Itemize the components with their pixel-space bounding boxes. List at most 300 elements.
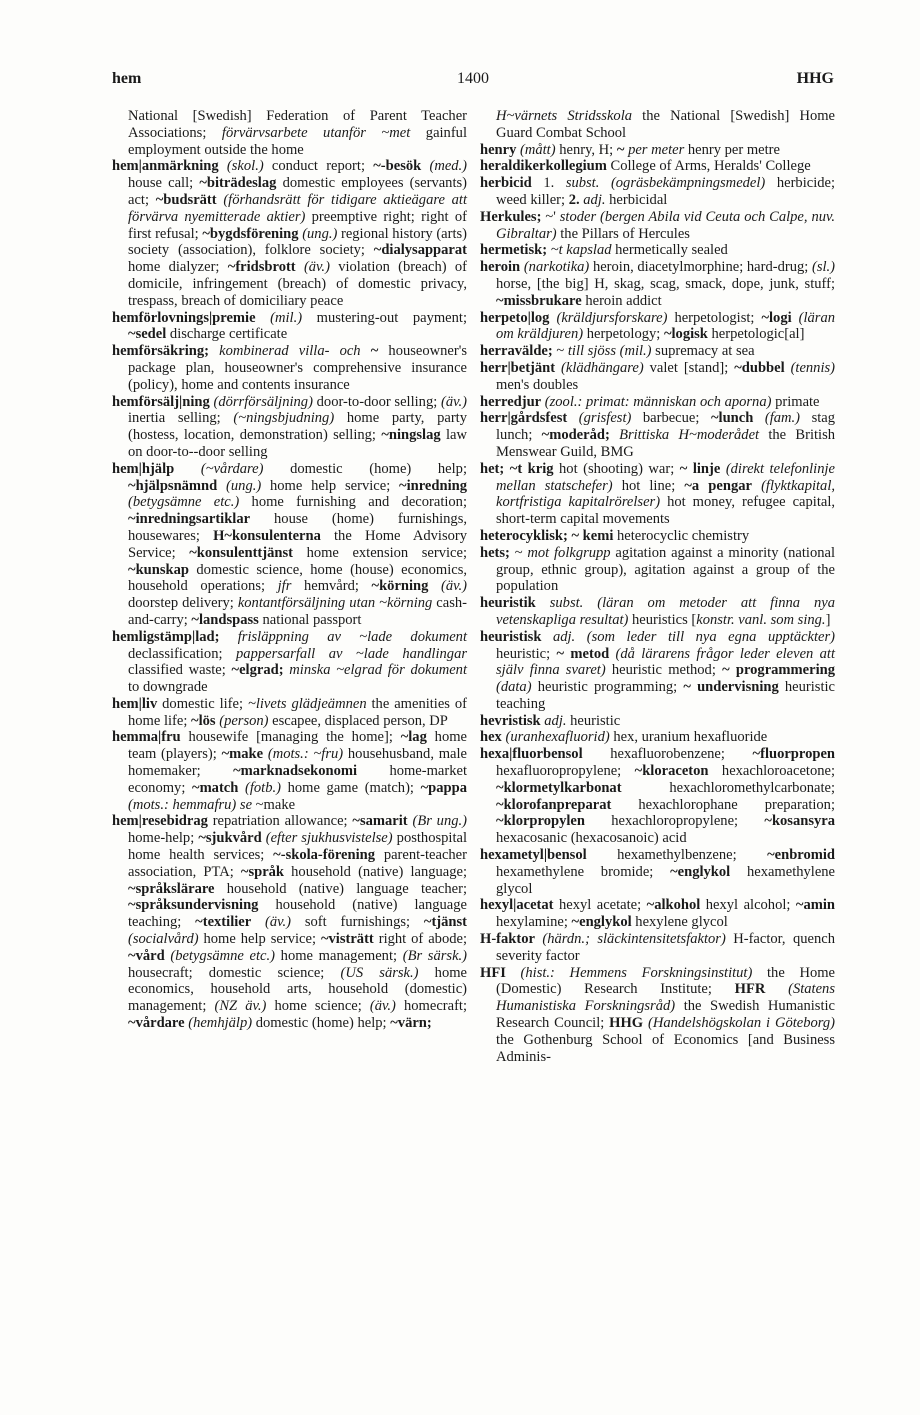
definition-text: preemptive right; right of first refusal;: [128, 208, 467, 242]
definition-text: declassification;: [128, 645, 237, 662]
definition-text: [361, 343, 371, 359]
usage-label: mot folkgrupp: [527, 544, 611, 561]
dictionary-entry: [480, 310, 835, 344]
headword: hermetisk;: [480, 242, 548, 259]
sub-headword: ~inredningsartiklar: [128, 511, 251, 528]
definition-text: agitation against a minority (national group, ethnic group), agitation against a group of the population: [496, 544, 835, 595]
definition-text: hexafluorobenzene;: [582, 746, 753, 763]
sub-headword: ~sjukvård: [198, 830, 262, 847]
definition-text: heuristic: [566, 712, 621, 729]
dictionary-entry: [112, 813, 467, 1031]
definition-text: supremacy at sea: [651, 343, 755, 360]
headword: hexametyl|bensol: [480, 847, 587, 864]
sub-headword: ~marknadsekonomi: [233, 763, 358, 780]
sub-headword: ~lunch: [710, 410, 754, 427]
dictionary-entry: [480, 545, 835, 595]
sub-headword: ~lös: [191, 712, 216, 729]
dictionary-entry: [480, 394, 835, 411]
definition-text: [753, 410, 765, 426]
sub-headword: ~amin: [795, 897, 836, 914]
sub-headword: ~sedel: [128, 326, 167, 343]
sub-headword: ~ linje: [679, 460, 721, 477]
definition-text: hemvård;: [291, 578, 372, 595]
usage-label: (äv.): [265, 914, 292, 931]
sub-headword: ~hjälpsnämnd: [128, 477, 218, 494]
headword: herravälde;: [480, 343, 553, 360]
sub-headword: ~klorofanpreparat: [496, 796, 612, 813]
sub-headword: ~enbromid: [767, 847, 835, 864]
usage-label: kontantförsäljning utan ~körning: [237, 595, 433, 612]
sub-headword: ~dubbel: [734, 359, 785, 376]
usage-label: (Br särsk.): [402, 947, 468, 964]
headword: HFI: [480, 964, 506, 981]
definition-text: househusband, male homemaker;: [128, 746, 468, 780]
usage-label: (tennis): [790, 359, 835, 376]
usage-label: (fam.): [764, 410, 801, 427]
definition-text: heuristics [: [628, 611, 697, 628]
headword: hemförsälj|ning: [112, 393, 210, 410]
definition-text: home party, party (hostess, location, demonstration) selling;: [128, 410, 468, 444]
definition-text: home-help;: [128, 830, 199, 847]
sub-headword: ~: [616, 141, 625, 158]
sub-headword: ~englykol: [670, 863, 731, 880]
headword: Herkules;: [480, 208, 542, 225]
dictionary-column-left: [112, 108, 467, 1032]
headword: hemligstämp|lad;: [112, 628, 220, 645]
definition-text: domestic (home) help;: [252, 1015, 391, 1032]
dictionary-entry: [480, 209, 835, 243]
definition-text: home furnishing and decoration;: [239, 494, 467, 511]
definition-text: classified waste;: [128, 662, 232, 679]
usage-label: (~vårdare): [200, 460, 264, 477]
definition-text: house (home) furnishings, housewares;: [128, 511, 467, 544]
usage-label: (zool.: primat: människan och aporna): [544, 393, 772, 410]
definition-text: houseowner's package plan, houseowner's comprehensive insurance (policy), home and contents insurance: [128, 343, 468, 393]
usage-label: frisläppning av ~lade dokument: [237, 628, 467, 645]
definition-text: right of abode;: [373, 931, 467, 948]
dictionary-entry: [112, 696, 467, 730]
usage-label: jfr: [277, 578, 292, 595]
usage-label: adj.: [544, 712, 567, 729]
usage-label: (narkotika): [523, 259, 590, 276]
dictionary-column-right: [480, 108, 835, 1065]
usage-label: (flyktkapital, kortfristiga kapitalrörelser): [496, 477, 835, 511]
dictionary-entry: [480, 158, 835, 175]
definition-text: ~make: [252, 796, 296, 813]
headword: hexyl|acetat: [480, 897, 554, 914]
headword: hem|liv: [112, 695, 158, 712]
definition-text: hex, uranium hexafluoride: [609, 729, 768, 746]
header-guide-word-left: hem: [112, 70, 142, 87]
sub-headword: ~vård: [128, 947, 165, 964]
definition-text: home science;: [266, 998, 370, 1015]
usage-label: (äv.): [441, 393, 467, 410]
usage-label: (US särsk.): [340, 964, 419, 981]
usage-label: (som leder till nya egna upptäckter): [586, 628, 836, 645]
sub-headword: ~inredning: [399, 477, 467, 494]
usage-label: (hemhjälp): [188, 1015, 253, 1032]
definition-text: ~: [552, 343, 568, 360]
definition-text: hexamethylene glycol: [496, 863, 836, 897]
headword: heraldikerkollegium: [480, 158, 607, 175]
headword: herpeto|log: [480, 309, 550, 326]
definition-text: [219, 629, 237, 645]
sub-headword: ~körning: [371, 578, 429, 595]
definition-text: conduct report;: [263, 158, 374, 175]
dictionary-entry: [480, 897, 835, 931]
sub-headword: ~kunskap: [128, 561, 189, 578]
headword: herr|betjänt: [480, 359, 556, 376]
sub-headword: ~match: [192, 779, 239, 796]
usage-label: (betygsämne etc.): [128, 494, 240, 511]
definition-text: hot line;: [612, 477, 685, 494]
usage-label: (härdn.; släckintensitetsfaktor): [542, 931, 726, 948]
headword: herbicid: [480, 175, 532, 192]
definition-text: cash-and-carry;: [128, 595, 467, 628]
sub-headword: ~samarit: [352, 813, 408, 830]
definition-text: valet [stand];: [643, 359, 735, 376]
dictionary-entry: [480, 461, 835, 528]
definition-text: [174, 461, 201, 477]
definition-text: mustering-out payment;: [302, 309, 467, 326]
sub-headword: ~klorpropylen: [496, 813, 585, 830]
sub-headword: ~kloraceton: [634, 763, 709, 780]
definition-text: [217, 478, 226, 494]
dictionary-entry: [480, 729, 835, 746]
usage-label: (fotb.): [245, 779, 281, 796]
definition-text: hexyl acetate;: [553, 897, 647, 914]
usage-label: (data): [496, 679, 532, 696]
definition-text: household (native) language;: [284, 863, 467, 880]
usage-label: adj.: [583, 191, 606, 208]
headword: hemförsäkring;: [112, 343, 209, 360]
usage-label: (person): [219, 712, 269, 729]
headword: heuristik: [480, 595, 536, 612]
definition-text: primate: [771, 393, 820, 410]
headword: hex: [480, 729, 502, 746]
dictionary-entry: [480, 142, 835, 159]
header-guide-word-right: HHG: [796, 70, 834, 87]
definition-text: H-factor, quench severity factor: [496, 931, 835, 964]
definition-text: parent-teacher association, PTA;: [128, 847, 467, 880]
usage-label: (äv.): [441, 578, 468, 595]
page-header: [112, 70, 834, 94]
usage-label: (ung.): [302, 225, 338, 242]
sub-headword: ~ metod: [556, 645, 610, 662]
definition-text: National [Swedish] Federation of Parent Teacher Associations;: [128, 108, 467, 141]
definition-text: horse, [the big] H, skag, scag, smack, dope, junk, stuff;: [496, 275, 835, 292]
definition-text: the Home (Domestic) Research Institute;: [496, 964, 835, 998]
sub-headword: ~logisk: [663, 326, 708, 343]
definition-text: gainful employment outside the home: [128, 124, 467, 158]
sub-headword: ~-skola-förening: [273, 847, 376, 864]
usage-label: (med.): [429, 158, 468, 175]
sub-headword: ~biträdeslag: [199, 175, 277, 192]
dictionary-entry: [480, 965, 835, 1066]
sub-headword: ~konsulenttjänst: [189, 544, 293, 561]
definition-text: heterocyclic chemistry: [613, 527, 750, 544]
definition-text: hot (shooting) war;: [553, 460, 680, 477]
usage-label: ~t kapslad: [550, 242, 612, 259]
sub-headword: ~ programmering: [722, 662, 835, 679]
definition-text: domestic science, home (house) economics, household operations;: [128, 561, 467, 595]
definition-text: doorstep delivery;: [128, 595, 238, 612]
usage-label: (mots.: ~fru): [267, 746, 344, 763]
usage-label: (Handelshögskolan i Göteborg): [648, 1015, 836, 1032]
definition-text: [219, 158, 227, 174]
definition-text: violation (breach) of domicile, infringement (breach) of domestic privacy, trespass, breach of domiciliary peace: [128, 259, 468, 309]
sub-headword: ~ningslag: [381, 427, 441, 444]
usage-label: (då lärarens frågor leder eleven att själv finna svaret): [496, 645, 835, 679]
dictionary-entry: [112, 729, 467, 813]
sub-headword: ~ kemi: [571, 527, 614, 544]
headword: hemma|fru: [112, 729, 181, 746]
definition-text: [752, 478, 761, 494]
dictionary-entry: [480, 175, 835, 209]
definition-text: [209, 343, 219, 359]
definition-text: the Swedish Humanistic Research Council;: [496, 998, 835, 1032]
usage-label: (socialvård): [128, 931, 199, 948]
definition-text: hexachloromethylcarbonate;: [621, 779, 835, 796]
sub-headword: ~värn;: [390, 1015, 432, 1032]
sub-headword: ~språkslärare: [128, 880, 215, 897]
definition-text: the Home Advisory Service;: [128, 527, 467, 561]
definition-text: [792, 310, 799, 326]
usage-label: (läran om metoder att finna nya vetenskapliga resultat): [496, 595, 836, 628]
definition-text: hexafluoropropylene;: [496, 763, 635, 780]
definition-text: hexacosanic (hexacosanoic) acid: [496, 830, 687, 847]
definition-text: repatriation allowance;: [207, 813, 353, 830]
dictionary-entry: [480, 629, 835, 713]
definition-text: home dialyzer;: [128, 259, 228, 276]
entry-continuation: [480, 108, 835, 142]
definition-text: [575, 629, 587, 645]
usage-label: minska ~elgrad för dokument: [289, 662, 467, 679]
definition-text: inertia selling;: [128, 410, 234, 427]
definition-text: law on door-to--door selling: [128, 427, 467, 460]
definition-text: [238, 780, 245, 796]
headword: henry: [480, 141, 517, 158]
dictionary-entry: [480, 746, 835, 847]
usage-label: subst.: [549, 595, 584, 612]
usage-label: (läran om kräldjuren): [496, 309, 836, 343]
definition-text: the National [Swedish] Home Guard Combat School: [496, 108, 836, 141]
headword: het;: [480, 460, 505, 477]
sub-headword: ~budsrätt: [155, 191, 217, 208]
usage-label: (Statens Humanistiska Forskningsråd): [496, 981, 835, 1015]
sub-headword: ~tjänst: [423, 914, 468, 931]
definition-text: the Pillars of Hercules: [556, 225, 690, 242]
headword: heuristisk: [480, 628, 542, 645]
usage-label: konstr. vanl. som sing.: [696, 611, 826, 628]
usage-label: stoder (bergen Abila vid Ceuta och Calpe, nuv. Gibraltar): [496, 208, 836, 242]
sub-headword: ~landspass: [191, 611, 259, 628]
definition-text: [567, 410, 579, 426]
usage-label: (uranhexafluorid): [505, 729, 610, 746]
definition-text: College of Arms, Heralds' College: [606, 158, 811, 175]
definition-text: the British Menswear Guild, BMG: [496, 427, 836, 460]
definition-text: barbecue;: [631, 410, 711, 427]
usage-label: per meter: [628, 141, 685, 158]
definition-text: home help service;: [261, 477, 400, 494]
entry-continuation: [112, 108, 467, 158]
definition-text: homecraft;: [395, 998, 468, 1015]
definition-text: posthospital home health services;: [128, 830, 467, 864]
definition-text: herpetology;: [583, 326, 664, 343]
dictionary-entry: [480, 847, 835, 897]
usage-label: (hist.: Hemmens Forskningsinstitut): [520, 964, 753, 981]
definition-text: regional history (arts) society (association), folklore society;: [128, 225, 468, 259]
definition-text: door-to-door selling;: [312, 393, 441, 410]
definition-text: heuristic teaching: [496, 679, 835, 712]
sub-headword: ~fluorpropen: [752, 746, 835, 763]
sub-headword: ~englykol: [571, 914, 632, 931]
definition-text: heuristic;: [496, 645, 557, 662]
definition-text: [251, 914, 265, 930]
dictionary-entry: [480, 242, 835, 259]
definition-text: ~: [509, 544, 528, 561]
sub-headword: ~moderåd;: [541, 427, 610, 444]
dictionary-entry: [480, 410, 835, 460]
dictionary-entry: [112, 310, 467, 344]
sub-headword: ~-besök: [373, 158, 422, 175]
usage-label: (äv.): [369, 998, 396, 1015]
definition-text: heuristic programming;: [531, 679, 684, 696]
definition-text: housecraft; domestic science;: [128, 964, 341, 981]
usage-label: (ung.): [226, 477, 262, 494]
usage-label: förvärvsarbete utanför ~met: [221, 124, 411, 141]
definition-text: [765, 981, 788, 997]
usage-label: (mil.): [270, 309, 303, 326]
dictionary-entry: [112, 343, 467, 393]
sub-headword: ~a pengar: [684, 477, 752, 494]
definition-text: [610, 427, 619, 443]
sub-headword: ~bygdsförening: [202, 225, 299, 242]
sub-headword: 2.: [568, 191, 580, 208]
definition-text: heroin addict: [581, 292, 662, 309]
definition-text: herbicidal: [605, 191, 668, 208]
sub-headword: ~dialysapparat: [373, 242, 467, 259]
sub-headword: ~fridsbrott: [227, 259, 296, 276]
definition-text: hexachloropropylene;: [584, 813, 765, 830]
definition-text: [296, 259, 304, 275]
definition-text: soft furnishings;: [291, 914, 424, 931]
usage-label: (grisfest): [578, 410, 632, 427]
usage-label: (NZ äv.): [214, 998, 267, 1015]
definition-text: home management;: [275, 947, 403, 964]
sub-headword: ~missbrukare: [496, 292, 582, 309]
usage-label: (skol.): [226, 158, 264, 175]
definition-text: hexachloroacetone;: [708, 763, 835, 780]
headword: heterocyklisk;: [480, 527, 568, 544]
definition-text: house call;: [128, 175, 200, 192]
headword: hevristisk: [480, 712, 541, 729]
sub-headword: HHG: [609, 1015, 644, 1032]
definition-text: henry per metre: [684, 141, 780, 158]
headword: hem|anmärkning: [112, 158, 219, 175]
dictionary-entry: [112, 461, 467, 629]
definition-text: hexyl alcohol;: [700, 897, 796, 914]
definition-text: housewife [managing the home];: [180, 729, 401, 746]
definition-text: [536, 595, 550, 611]
definition-text: escapee, displaced person, DP: [268, 712, 448, 729]
usage-label: (efter sjukhusvistelse): [265, 830, 393, 847]
usage-label: (förhandsrätt för tidigare aktieägare att förvärva nyemitterade aktier): [128, 191, 467, 225]
usage-label: subst. (ogräsbekämpningsmedel): [565, 175, 766, 192]
usage-label: (mått): [520, 141, 556, 158]
definition-text: herpetologic[al]: [707, 326, 805, 343]
usage-label: (klädhängare): [561, 359, 644, 376]
definition-text: 1.: [531, 175, 566, 192]
sub-headword: ~klormetylkarbonat: [496, 779, 622, 796]
page-number: 1400: [457, 70, 489, 87]
definition-text: henry, H;: [555, 141, 617, 158]
definition-text: hexamethylene bromide;: [496, 863, 671, 880]
definition-text: men's doubles: [496, 376, 579, 393]
headword: hem|hjälp: [112, 460, 175, 477]
sub-headword: ~alkohol: [646, 897, 701, 914]
sub-headword: ~make: [221, 746, 264, 763]
headword: H-faktor: [480, 931, 535, 948]
sub-headword: HFR: [734, 981, 766, 998]
definition-text: herpetologist;: [667, 309, 762, 326]
definition-text: national passport: [258, 611, 362, 628]
sub-headword: ~ undervisning: [683, 679, 779, 696]
sub-headword: H~konsulenterna: [213, 527, 321, 544]
definition-text: the amenities of home life;: [128, 695, 467, 729]
dictionary-entry: [112, 394, 467, 461]
usage-label: (dörrförsäljning): [213, 393, 313, 410]
usage-label: (direkt telefonlinje mellan statschefer): [496, 460, 835, 494]
headword: hem|resebidrag: [112, 813, 208, 830]
definition-text: ]: [825, 611, 831, 628]
usage-label: ~livets glädjeämnen: [247, 695, 367, 712]
sub-headword: ~pappa: [420, 779, 467, 796]
headword: herr|gårdsfest: [480, 410, 568, 427]
definition-text: household (native) language teacher;: [214, 880, 467, 897]
headword: herredjur: [480, 393, 542, 410]
definition-text: hexamethylbenzene;: [586, 847, 768, 864]
definition-text: home-market economy;: [128, 763, 467, 796]
headword: heroin: [480, 259, 521, 276]
definition-text: home game (match);: [280, 779, 421, 796]
usage-label: pappersarfall av ~lade handlingar: [236, 645, 468, 662]
sub-headword: ~kosansyra: [764, 813, 835, 830]
definition-text: domestic employees (servants) act;: [128, 175, 468, 208]
headword: hets;: [480, 544, 510, 561]
sub-headword: ~språk: [240, 863, 285, 880]
sub-headword: ~: [370, 343, 379, 360]
definition-text: stag lunch;: [496, 410, 836, 444]
usage-label: (sl.): [811, 259, 835, 276]
dictionary-entry: [480, 259, 835, 309]
definition-text: domestic life;: [157, 695, 248, 712]
definition-text: to downgrade: [128, 679, 208, 696]
sub-headword: ~elgrad;: [231, 662, 284, 679]
definition-text: hexylene glycol: [631, 914, 728, 931]
definition-text: heuristic method;: [605, 662, 723, 679]
definition-text: hexylamine;: [496, 914, 572, 931]
definition-text: domestic (home) help;: [263, 460, 467, 477]
definition-text: ~': [541, 208, 560, 225]
definition-text: heroin, diacetylmorphine; hard-drug;: [589, 259, 812, 276]
definition-text: the Gothenburg School of Economics [and Business Adminis-: [496, 1031, 835, 1065]
definition-text: [541, 629, 553, 645]
definition-text: home economics, household arts, household (domestic) management;: [128, 964, 467, 1015]
usage-label: (betygsämne etc.): [170, 947, 275, 964]
usage-label: (äv.): [303, 259, 330, 276]
usage-label: (kräldjursforskare): [556, 309, 668, 326]
